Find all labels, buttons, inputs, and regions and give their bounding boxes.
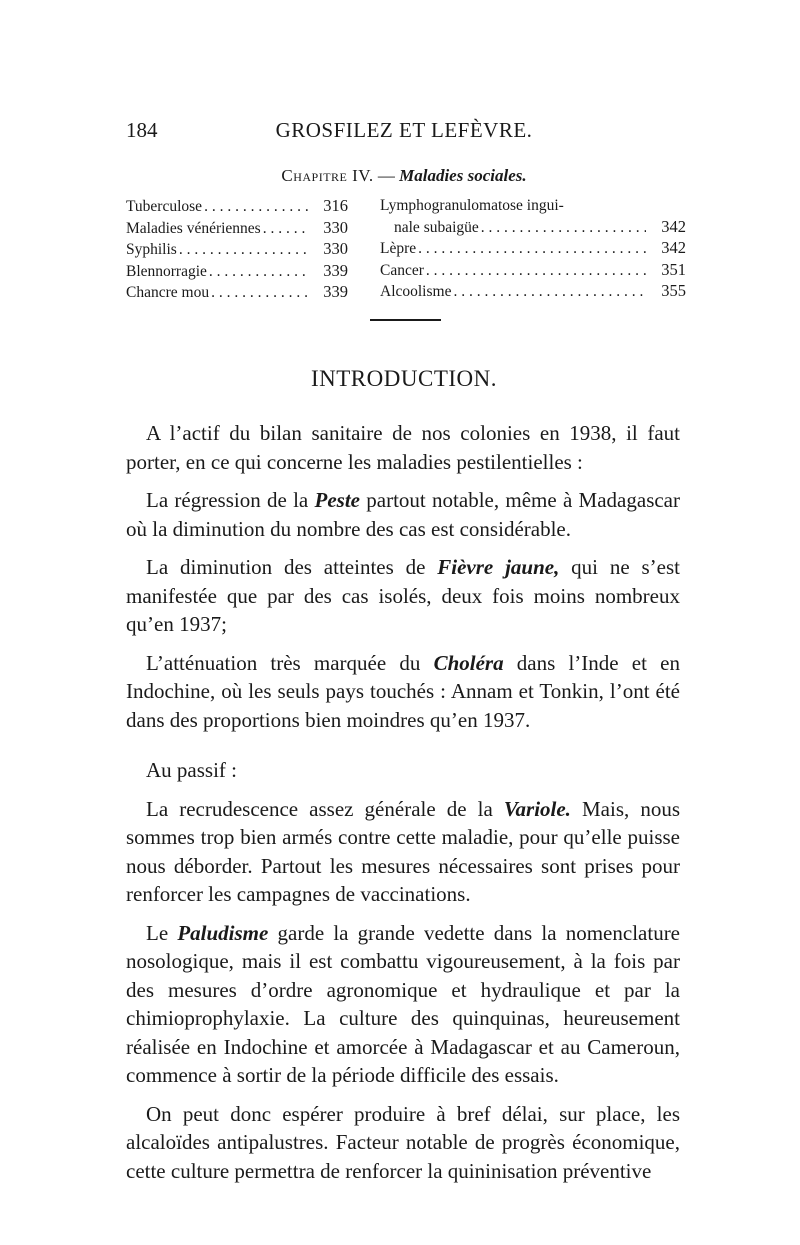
text-run: La diminution des atteintes de (146, 555, 438, 579)
chapter-label: Chapitre IV. (281, 166, 374, 185)
toc-entry (380, 196, 686, 217)
toc-entry-label: Blennorragie . . . (126, 262, 308, 283)
toc-entry-label: Cancer . . . (380, 261, 646, 282)
text-run: La recrudescence assez générale de la (146, 796, 504, 821)
toc-column-right (380, 196, 686, 303)
toc-entry-page: 316 (323, 196, 348, 215)
toc-entry (126, 218, 348, 240)
text-run: Le (146, 920, 178, 945)
paragraph (126, 919, 680, 1090)
toc-entry-label: Syphilis . . . (126, 240, 308, 261)
text-run: L’atténuation très marquée du (146, 650, 434, 675)
toc-entry (126, 239, 348, 261)
toc-entry (126, 196, 348, 218)
body-text (126, 419, 680, 1195)
toc-entry-label: Alcoolisme . . . (380, 282, 646, 303)
chapter-dash: — (373, 166, 400, 185)
text-run: garde la grande vedette dans la nomenclature nosologique, mais il est combattu vigoureusement, à la fois par des mesures d’ordre agronomique et hydraulique et par la chimioprophylaxie. La culture des quinquinas, heureusement réalisée en Indochine et amorcée à Madagascar et au Cameroun, commence à sortir de la période difficile des essais. (126, 920, 681, 1087)
page-header (126, 118, 682, 148)
paragraph (126, 795, 680, 909)
chapter-heading (126, 166, 682, 186)
emphasis: Peste (314, 488, 361, 512)
toc-entry (380, 281, 686, 303)
toc-entry (380, 217, 686, 239)
paragraph: On peut donc espérer produire à bref délai, sur place, les alcaloïdes antipalustres. Facteur notable de progrès économique, cette culture permettra de renforcer la quininisation préventive (126, 1101, 680, 1183)
toc-entry-page: 351 (661, 259, 686, 279)
toc-column-left (126, 196, 348, 304)
toc-entry-label: Lèpre . . . (380, 239, 646, 260)
emphasis: Paludisme (177, 920, 269, 945)
toc-entry (126, 261, 348, 283)
paragraph: Au passif : (146, 758, 237, 782)
section-heading: INTRODUCTION. (310, 366, 497, 391)
text-run: Mais, nous sommes trop bien armés contre cette maladie, pour qu’elle puisse nous déborder. Partout les mesures nécessaires sont prises pour renforcer les campagnes de vaccinations. (126, 796, 680, 906)
section-divider (370, 319, 441, 321)
text-run: La régression de la (146, 488, 315, 512)
toc-entry (126, 282, 348, 304)
toc-entry-page: 339 (323, 282, 348, 301)
toc-entry (380, 238, 686, 260)
paragraph (126, 486, 680, 543)
emphasis: Fièvre jaune, (437, 555, 560, 579)
toc-entry-page: 330 (323, 239, 348, 258)
toc-entry-page: 330 (323, 217, 348, 237)
paragraph (126, 649, 680, 735)
chapter-title: Maladies sociales. (399, 166, 527, 185)
toc-entry-page: 342 (661, 238, 686, 257)
paragraph (126, 553, 680, 639)
emphasis: Choléra (433, 650, 504, 675)
page-number: 184 (126, 118, 158, 142)
toc-entry-label: Tuberculose . . . (126, 197, 308, 218)
text-run: partout notable, même à Madagascar où la diminution du nombre des cas est considérable. (126, 488, 680, 541)
paragraph: A l’actif du bilan sanitaire de nos colonies en 1938, il faut porter, en ce qui concerne les maladies pestilentielles : (126, 421, 680, 474)
running-title: GROSFILEZ ET LEFÈVRE. (275, 118, 533, 142)
toc-entry-page: 355 (661, 281, 686, 300)
toc-entry-page: 339 (323, 260, 348, 280)
text-run: dans l’Inde et en Indochine, où les seuls pays touchés : Annam et Tonkin, l’ont été dans des proportions bien moindres qu’en 1937. (126, 650, 680, 732)
toc-entry-label: nale subaigüe . . . (380, 218, 646, 239)
toc-entry-label: Maladies vénériennes . . . (126, 219, 308, 240)
text-run: qui ne s’est manifestée que par des cas isolés, deux fois moins nombreux qu’en 1937; (126, 555, 680, 636)
toc-entry-label: Chancre mou . . . (126, 283, 308, 304)
toc-entry-label: Lymphogranulomatose ingui- (380, 197, 564, 214)
toc-entry-page: 342 (661, 216, 686, 236)
toc-entry (380, 260, 686, 282)
emphasis: Variole. (503, 796, 571, 821)
